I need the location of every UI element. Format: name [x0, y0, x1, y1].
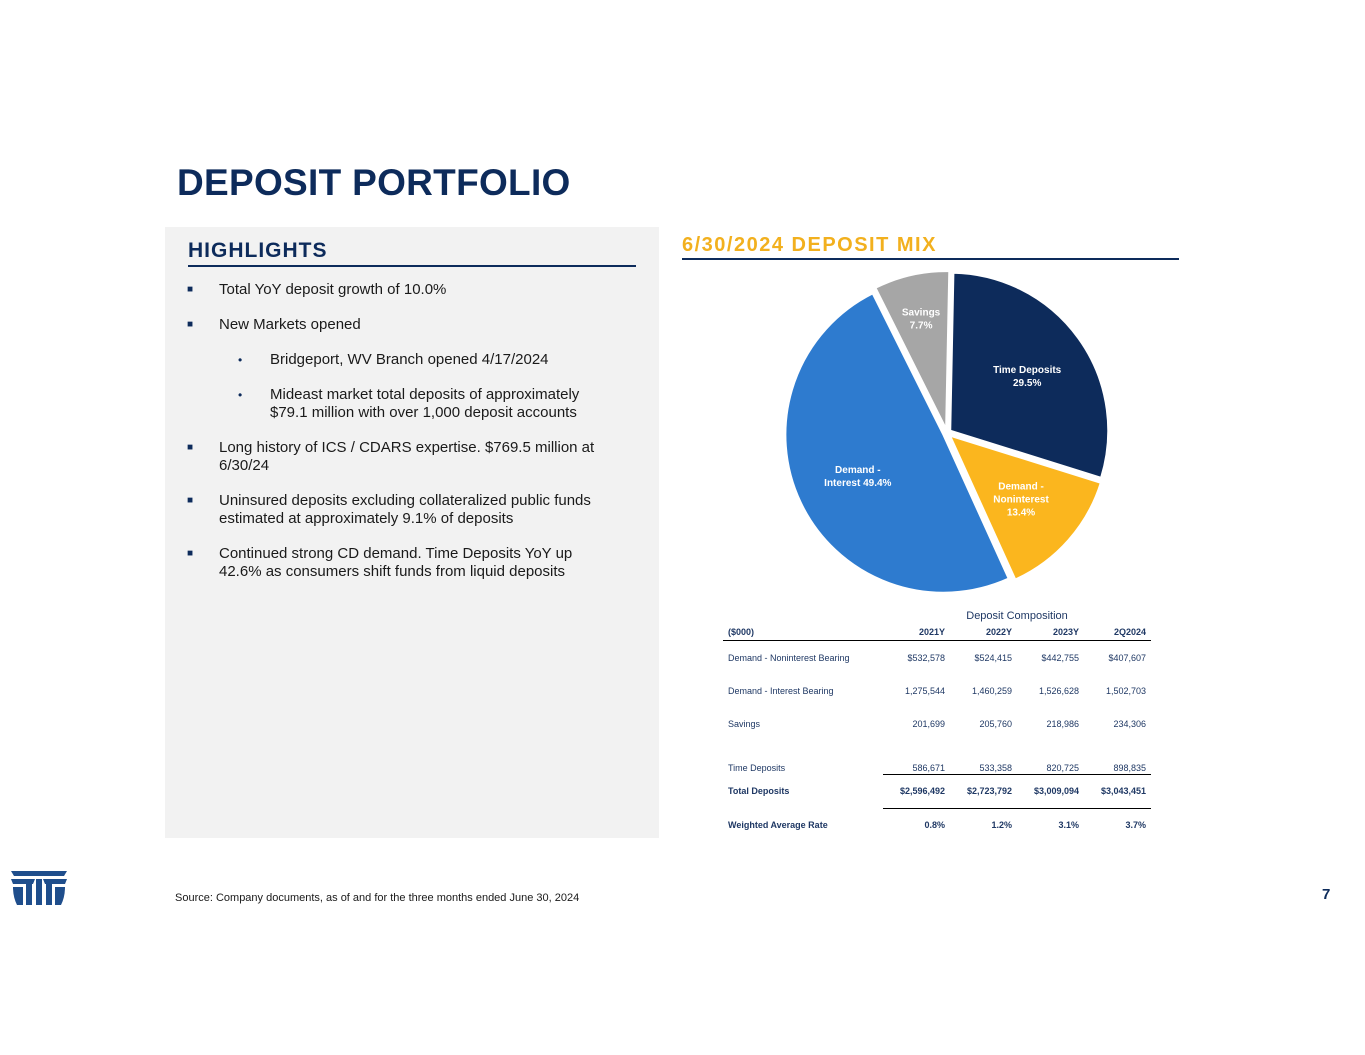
table-cell: 1,526,628 [1038, 685, 1079, 696]
table-cell: $407,607 [1108, 652, 1146, 663]
table-cell: 205,760 [979, 718, 1013, 729]
table-cell: 1,275,544 [905, 685, 946, 696]
table-cell: 820,725 [1017, 740, 1084, 774]
highlight-item: ■ Uninsured deposits excluding collateralized public funds estimated at approximately 9.1% of deposits [187, 492, 591, 527]
table-cell: 533,358 [950, 740, 1017, 774]
square-bullet-icon: ■ [187, 548, 194, 559]
pie-slice-label: Demand -Interest 49.4% [824, 465, 892, 490]
table-cell: 234,306 [1113, 718, 1146, 729]
table-cell: 898,835 [1084, 740, 1151, 774]
table-cell: $2,723,792 [950, 774, 1017, 808]
column-header: 2022Y [950, 624, 1017, 641]
row-label: Weighted Average Rate [728, 819, 828, 830]
bank-logo-icon [9, 867, 69, 907]
table-cell: 1,502,703 [1105, 685, 1146, 696]
table-cell: $442,755 [1041, 652, 1079, 663]
row-label: Demand - Noninterest Bearing [728, 652, 850, 663]
table-total-row [723, 774, 1151, 808]
highlight-subitem: • Bridgeport, WV Branch opened 4/17/2024 [238, 351, 549, 368]
deposit-mix-pie-chart [770, 268, 1125, 598]
deposit-composition [723, 610, 1151, 842]
table-cell: $524,415 [974, 652, 1013, 663]
square-bullet-icon: ■ [187, 319, 194, 330]
round-bullet-icon: • [238, 388, 243, 402]
table-caption: Deposit Composition [966, 610, 1068, 622]
table-cell: 0.8% [924, 820, 946, 830]
square-bullet-icon: ■ [187, 442, 194, 453]
table-cell: 1,460,259 [971, 685, 1013, 696]
highlights-heading: HIGHLIGHTS [188, 239, 636, 267]
deposit-composition-table [723, 624, 1151, 842]
highlights-list [165, 281, 659, 598]
table-cell: $3,043,451 [1084, 774, 1151, 808]
square-bullet-icon: ■ [187, 284, 194, 295]
source-note: Source: Company documents, as of and for the three months ended June 30, 2024 [175, 892, 580, 904]
row-label: Demand - Interest Bearing [728, 685, 834, 696]
column-header: 2023Y [1017, 624, 1084, 641]
highlight-item: ■ New Markets opened [187, 316, 361, 333]
row-label: Savings [728, 718, 761, 729]
table-cell: $2,596,492 [883, 774, 950, 808]
table-row [723, 808, 1151, 842]
table-cell: 3.7% [1125, 820, 1146, 830]
square-bullet-icon: ■ [187, 495, 194, 506]
pie-slice-label: Time Deposits 29.5% [993, 364, 1062, 389]
table-cell: 201,699 [912, 718, 946, 729]
table-row [723, 740, 1151, 774]
pie-slice-label: Demand -Noninterest 13.4% [993, 481, 1049, 519]
page-title: DEPOSIT PORTFOLIO [177, 162, 571, 203]
table-row [723, 641, 1151, 675]
highlight-subitem: • Mideast market total deposits of approximately $79.1 million with over 1,000 deposit accounts [238, 386, 580, 421]
row-label: Time Deposits [728, 763, 786, 773]
table-cell: 1.2% [991, 820, 1013, 830]
table-row [723, 707, 1151, 740]
table-cell: $532,578 [907, 652, 946, 663]
deposit-mix-heading: 6/30/2024 DEPOSIT MIX [682, 234, 1179, 260]
column-header: ($000) [723, 624, 883, 641]
column-header: 2021Y [883, 624, 950, 641]
table-header-row [723, 624, 1151, 641]
table-row [723, 674, 1151, 707]
highlights-panel [165, 227, 659, 838]
page-number: 7 [1322, 886, 1331, 903]
table-cell: 218,986 [1046, 718, 1079, 729]
round-bullet-icon: • [238, 353, 243, 367]
column-header: 2Q2024 [1084, 624, 1151, 641]
row-label: Total Deposits [728, 786, 790, 796]
highlight-item: ■ Long history of ICS / CDARS expertise. $769.5 million at 6/30/24 [187, 439, 595, 474]
pie-slice-label: Savings 7.7% [901, 307, 941, 332]
table-cell: $3,009,094 [1017, 774, 1084, 808]
highlight-item: ■ Total YoY deposit growth of 10.0% [187, 281, 447, 298]
highlight-item: ■ Continued strong CD demand. Time Deposits YoY up 42.6% as consumers shift funds from liquid deposits [187, 545, 573, 580]
table-cell: 3.1% [1058, 820, 1079, 830]
table-cell: 586,671 [883, 740, 950, 774]
